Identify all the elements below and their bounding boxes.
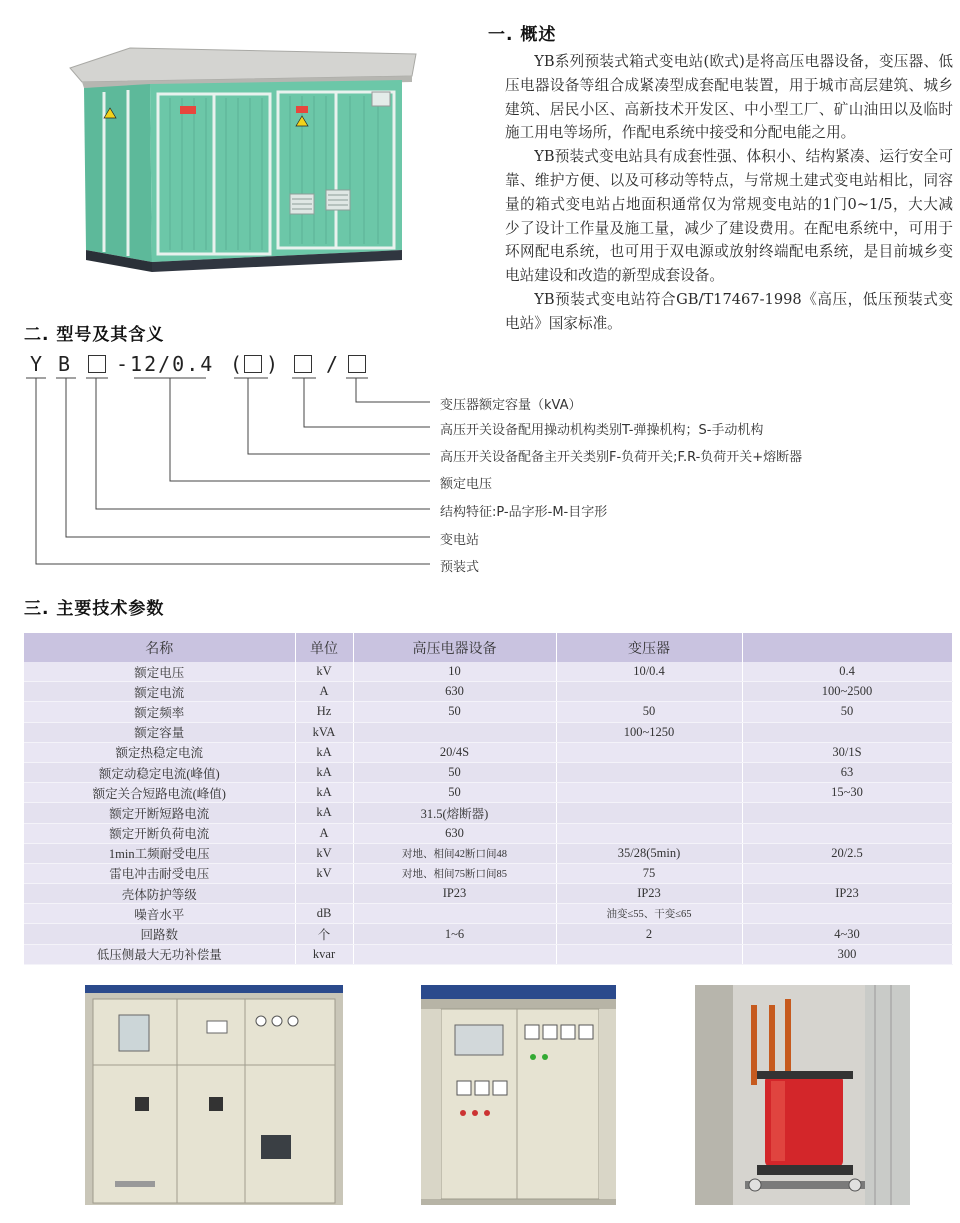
header-name: 名称 [24,633,295,662]
cell-unit: Hz [295,702,353,722]
cell-hv: 50 [353,762,556,782]
cell-name: 1min工频耐受电压 [24,843,295,863]
code-rated-voltage: -12/0.4 [116,352,215,376]
code-letter-b: B [58,352,73,376]
legend-mechanism: 高压开关设备配用操动机构类别T-弹操机构；S-手动机构 [440,423,764,438]
cell-transformer: 75 [556,863,742,883]
cell-lv [742,863,952,883]
cell-name: 额定关合短路电流(峰值) [24,783,295,803]
header-hv: 高压电器设备 [353,633,556,662]
table-row [24,823,952,843]
code-paren-close: ) [266,352,281,376]
cell-hv [353,944,556,964]
table-row [24,742,952,762]
table-row [24,702,952,722]
cell-name: 额定开断短路电流 [24,803,295,823]
cell-unit: kA [295,742,353,762]
cell-hv: IP23 [353,884,556,904]
table-row [24,924,952,944]
cell-transformer [556,944,742,964]
table-row [24,762,952,782]
cell-unit: kA [295,803,353,823]
cell-transformer: 2 [556,924,742,944]
cell-hv [353,722,556,742]
cell-transformer [556,803,742,823]
cell-hv: 1~6 [353,924,556,944]
table-row [24,783,952,803]
cell-lv: 63 [742,762,952,782]
cell-hv: 对地、相间42断口间48 [353,843,556,863]
cell-hv: 31.5(熔断器) [353,803,556,823]
cell-transformer [556,783,742,803]
table-row [24,863,952,883]
overview-paragraph: YB系列预装式箱式变电站(欧式)是将高压电器设备，变压器、低压电器设备等组合成紧凑型成套配电装置，用于城市高层建筑、城乡建筑、居民小区、高新技术开发区、中小型工厂、矿山油田以及临时施工用电等场所，作配电系统中接受和分配电能之用。 [505,53,953,142]
cell-unit: dB [295,904,353,924]
cell-lv: 4~30 [742,924,952,944]
cell-transformer [556,762,742,782]
cell-lv [742,803,952,823]
overview-text [505,50,953,336]
cell-lv: 300 [742,944,952,964]
cell-hv: 50 [353,702,556,722]
cell-transformer [556,742,742,762]
cell-hv: 10 [353,662,556,682]
switchgear-photo [85,985,343,1205]
cell-hv: 20/4S [353,742,556,762]
cell-transformer: 50 [556,702,742,722]
header-lv [742,633,952,662]
cell-lv [742,823,952,843]
cell-hv: 对地、相间75断口间85 [353,863,556,883]
header-unit: 单位 [295,633,353,662]
overview-paragraph: YB预装式变电站符合GB/T17467-1998《高压，低压预装式变电站》国家标准。 [505,290,953,332]
transformer-photo [695,985,910,1205]
cell-lv: 100~2500 [742,682,952,702]
table-row [24,803,952,823]
cell-name: 壳体防护等级 [24,884,295,904]
cell-transformer: 100~1250 [556,722,742,742]
cell-name: 额定开断负荷电流 [24,823,295,843]
cell-unit: kvar [295,944,353,964]
cell-lv: 15~30 [742,783,952,803]
legend-rated-voltage: 额定电压 [440,477,493,492]
cell-unit: kA [295,762,353,782]
legend-capacity: 变压器额定容量（kVA） [440,398,582,413]
lv-cabinet-photo [421,985,616,1205]
cell-unit: A [295,682,353,702]
cell-name: 额定电流 [24,682,295,702]
cell-unit: kV [295,662,353,682]
cell-name: 雷电冲击耐受电压 [24,863,295,883]
legend-structure: 结构特征:P-品字形-M-目字形 [440,505,608,520]
cell-name: 额定动稳定电流(峰值) [24,762,295,782]
table-row [24,843,952,863]
cell-transformer: 10/0.4 [556,662,742,682]
params-table [24,633,953,965]
cell-lv: IP23 [742,884,952,904]
cell-name: 额定电压 [24,662,295,682]
section-title-overview: 一. 概述 [488,25,557,45]
cell-transformer [556,682,742,702]
cell-unit: kVA [295,722,353,742]
cell-unit: 个 [295,924,353,944]
cell-lv [742,904,952,924]
cell-lv: 0.4 [742,662,952,682]
section-title-params: 三. 主要技术参数 [24,599,165,619]
code-letter-y: Y [30,352,45,376]
cell-hv: 50 [353,783,556,803]
overview-paragraph: YB预装式变电站具有成套性强、体积小、结构紧凑、运行安全可靠、维护方便、以及可移动等特点，与常规土建式变电站相比，同容量的箱式变电站占地面积通常仅为常规变电站的1门0~1/5，大大减少了设计工作量及施工量，减少了建设费用。在配电系统中，可用于环网配电系统，也可用于双电源或放射终端配电系统，是目前城乡变电站建设和改造的新型成套设备。 [505,148,953,285]
cell-name: 额定频率 [24,702,295,722]
cell-transformer: 油变≤55、干变≤65 [556,904,742,924]
cell-hv: 630 [353,823,556,843]
table-row [24,722,952,742]
cell-lv: 30/1S [742,742,952,762]
cell-name: 低压侧最大无功补偿量 [24,944,295,964]
code-paren-open: ( [230,352,245,376]
code-slash: / [326,352,341,376]
table-row [24,884,952,904]
substation-cabinet-image [60,40,430,280]
cell-transformer [556,823,742,843]
table-row [24,682,952,702]
legend-prefab: 预装式 [440,560,480,575]
table-header-row [24,633,952,662]
header-transformer: 变压器 [556,633,742,662]
cell-name: 额定容量 [24,722,295,742]
table-row [24,662,952,682]
cell-lv [742,722,952,742]
legend-switch-type: 高压开关设备配备主开关类别F-负荷开关;F.R-负荷开关+熔断器 [440,450,803,465]
cell-unit: A [295,823,353,843]
cell-name: 噪音水平 [24,904,295,924]
cell-lv: 20/2.5 [742,843,952,863]
cell-hv: 630 [353,682,556,702]
cell-name: 额定热稳定电流 [24,742,295,762]
table-row [24,904,952,924]
cell-transformer: 35/28(5min) [556,843,742,863]
table-row [24,944,952,964]
legend-substation: 变电站 [440,533,480,548]
cell-unit: kV [295,843,353,863]
cell-unit: kA [295,783,353,803]
cell-lv: 50 [742,702,952,722]
cell-name: 回路数 [24,924,295,944]
cell-hv [353,904,556,924]
cell-transformer: IP23 [556,884,742,904]
cell-unit: kV [295,863,353,883]
section-title-model: 二. 型号及其含义 [24,325,165,345]
cell-unit [295,884,353,904]
